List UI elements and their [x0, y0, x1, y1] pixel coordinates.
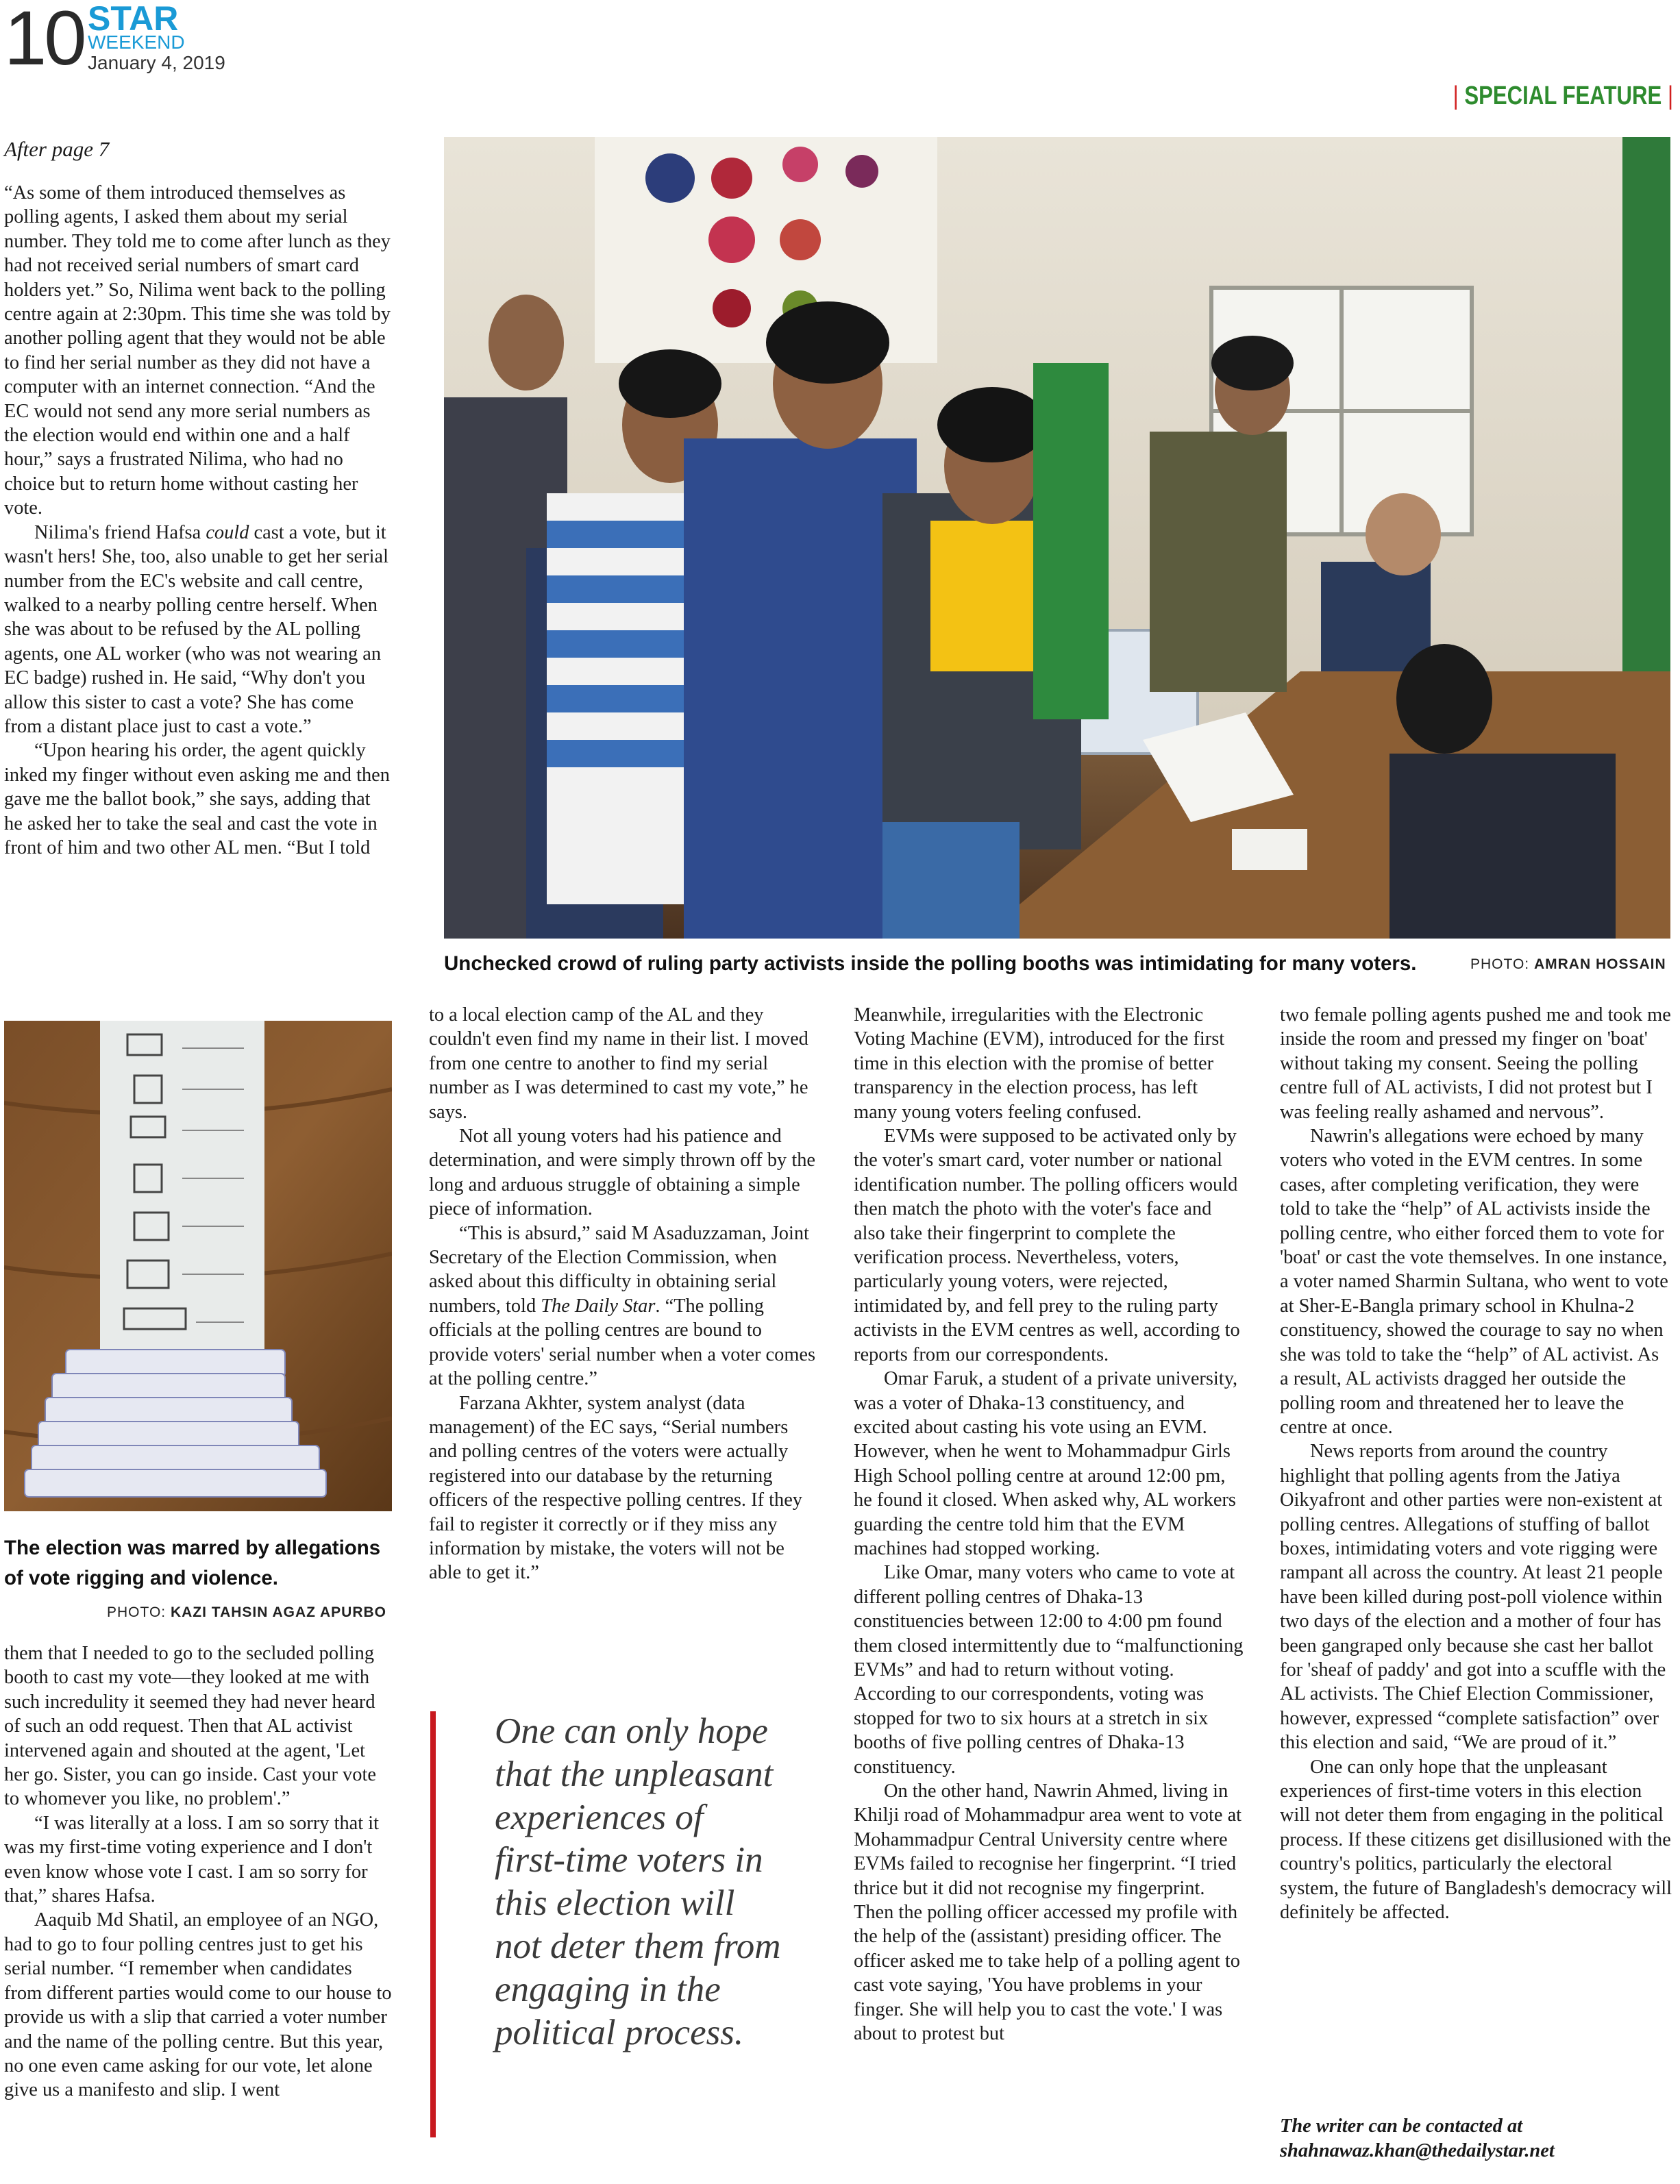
paragraph: Like Omar, many voters who came to vote at different polling centres of Dhaka-13 constituencies between 12:00 to 4:00 pm found them closed intermittently due to “malfunctioning EVMs” and had to return without voting. According to our correspondents, voting was stopped for two to six hours at a stretch in six booths of five polling centres of Dhaka-13 constituency. [854, 1562, 1244, 1778]
column3 [854, 1003, 1246, 2046]
paragraph: EVMs were supposed to be activated only by the voter's smart card, voter number or national identification number. The polling officers would then match the photo with the voter's face and also take their fingerprint to complete the verification process. Nevertheless, voters, particularly young voters, were rejected, intimidated by, and fell prey to the ruling party activists in the EVM centres as well, according to reports from our correspondents. [854, 1126, 1240, 1365]
main-photo-credit [1470, 956, 1666, 973]
main-photo-caption: Unchecked crowd of ruling party activists inside the polling booths was intimidating for many voters. [444, 952, 1417, 975]
paragraph: Not all young voters had his patience and determination, and were simply thrown off by the long and arduous struggle of obtaining a simple piece of information. [429, 1126, 816, 1220]
polling-booth-photo [444, 137, 1670, 939]
paragraph: Aaquib Md Shatil, an employee of an NGO, had to go to four polling centres just to get his serial number. “I remember when candidates from different parties would come to our house to provide us with a slip that carried a voter number and the name of the polling centre. But this year, no one even came asking for our vote, let alone give us a manifesto and slip. I went [4, 1909, 392, 2101]
section-label [1453, 81, 1673, 111]
paragraph: “As some of them introduced themselves as polling agents, I asked them about my serial number. They told me to come after lunch as they had not received serial numbers of smart card holders yet.” So, Nilima went back to the polling centre again at 2:30pm. This time she was told by another polling agent that they would not be able to find her serial number as they did not have a computer with an internet connection. “And the EC would not send any more serial numbers as the election would end within one and a half hour,” says a frustrated Nilima, who had no choice but to return home without casting her vote. [4, 182, 391, 519]
side-photo-caption: The election was marred by allegations of vote rigging and violence. [4, 1537, 381, 1589]
credit-label: PHOTO: [1470, 956, 1530, 972]
writer-note-text: The writer can be contacted at [1280, 2115, 1523, 2137]
section-label-text: SPECIAL FEATURE [1464, 82, 1662, 110]
paragraph: “I was literally at a loss. I am so sorry that it was my first-time voting experience and I don't even know whose vote I cast. I am so sorry for that,” shares Hafsa. [4, 1812, 380, 1907]
page-number: 10 [4, 0, 84, 81]
side-photo-credit [107, 1604, 386, 1621]
paragraph: them that I needed to go to the secluded polling booth to cast my vote—they looked at me with such incredulity it seemed they had never heard of such an odd request. Then that AL activist intervened again and shouted at the agent, 'Let her go. Sister, you can go inside. Cast your vote to whomever you like, no problem'.” [4, 1643, 376, 1810]
column1-top [4, 181, 392, 860]
paragraph: “Upon hearing his order, the agent quickly inked my finger without even asking me and then gave me the ballot book,” she says, adding that he asked her to take the seal and cast the vote in front of him and two other AL men. “But I told [4, 740, 390, 858]
paragraph: On the other hand, Nawrin Ahmed, living in Khilji road of Mohammadpur area went to vote at Mohammadpur Central University centre where EVMs failed to recognise her fingerprint. “I tried thrice but it did not recognise my fingerprint. Then the polling officer accessed my profile with the help of the (assistant) presiding officer. The officer asked me to take help of a polling agent to cast vote saying, 'You have problems in your finger. She will help you to cast the vote.' I was about to protest but [854, 1780, 1242, 2045]
jump-label: After page 7 [4, 137, 110, 161]
paragraph: News reports from around the country highlight that polling agents from the Jatiya Oikyafront and other parties were non-existent at polling centres. Allegations of stuffing of ballot boxes, intimidating voters and vote rigging were rampant all across the country. At least 21 people have been killed during post-poll violence within two days of the election and a mother of four has been gangraped only because she cast her ballot for 'sheaf of paddy' and got into a scuffle with the AL activists. The Chief Election Commissioner, however, expressed “complete satisfaction” over this election and said, “We are proud of it.” [1280, 1441, 1666, 1754]
credit-label: PHOTO: [107, 1604, 166, 1620]
paragraph: One can only hope that the unpleasant experiences of first-time voters in this election will not deter them from engaging in the political process. If these citizens get disillusioned with the country's politics, particularly the electoral system, the future of Bangladesh's democracy will definitely be affected. [1280, 1756, 1672, 1924]
paragraph: Omar Faruk, a student of a private university, was a voter of Dhaka-13 constituency, and excited about casting his vote using an EVM. However, when he went to Mohammadpur Girls High School polling centre at around 12:00 pm, he found it closed. When asked why, AL workers guarding the centre told him that the EVM machines had stopped working. [854, 1368, 1238, 1559]
pull-quote-bar [430, 1711, 436, 2137]
side-photo [4, 1021, 392, 1511]
section-divider-right: | [1667, 82, 1673, 110]
ballot-book-photo [4, 1021, 392, 1511]
paragraph: Meanwhile, irregularities with the Electronic Voting Machine (EVM), introduced for the first time in this election with the promise of better transparency in the election process, has left many young voters feeling confused. [854, 1004, 1225, 1123]
column1-bottom [4, 1641, 392, 2102]
paragraph: Nawrin's allegations were echoed by many voters who voted in the EVM centres. In some cases, after completing verification, they were told to take the “help” of AL activists inside the polling centre, who either forced them to vote for 'boat' or cast the vote themselves. In one instance, a voter named Sharmin Sultana, who went to vote at Sher-E-Bangla primary school in Khulna-2 constituency, showed the courage to say no when she was told to take the “help” of AL activist. As a result, AL activists dragged her outside the polling room and threatened her to leave the centre at once. [1280, 1126, 1668, 1438]
paragraph: “This is absurd,” said M Asaduzzaman, Joint Secretary of the Election Commission, when asked about this difficulty in obtaining serial numbers, told The Daily Star. “The polling officials at the polling centres are bound to provide voters' serial number when a voter comes at the polling centre.” [429, 1222, 816, 1390]
section-divider-left: | [1453, 82, 1459, 110]
pull-quote: One can only hope that the unpleasant experiences of first-time voters in this election will not deter them from engaging in the political process. [495, 1711, 781, 2052]
paragraph: Farzana Akhter, system analyst (data management) of the EC says, “Serial numbers and polling centres of the voters were actually registered into our database by the returning officers of the respective polling centres. If they fail to register it correctly or if they miss any information by mistake, the voters will not be able to get it.” [429, 1392, 802, 1584]
paragraph: Nilima's friend Hafsa could cast a vote, but it wasn't hers! She, too, also unable to get her serial number from the EC's website and call centre, walked to a nearby polling centre herself. When she was about to be refused by the AL polling agents, one AL worker (who was not wearing an EC badge) rushed in. He said, “Why don't you allow this sister to cast a vote? She has come from a distant place just to cast a vote.” [4, 521, 388, 737]
writer-note [1280, 2114, 1672, 2163]
paragraph: to a local election camp of the AL and they couldn't even find my name in their list. I moved from one centre to another to find my serial number as I was determined to cast my vote,” he says. [429, 1004, 808, 1123]
credit-name: AMRAN HOSSAIN [1533, 956, 1666, 972]
column2 [429, 1003, 821, 1585]
main-photo [444, 137, 1670, 939]
column4 [1280, 1003, 1672, 1924]
brand-logo-weekend: WEEKEND [88, 32, 185, 53]
paragraph: two female polling agents pushed me and took me inside the room and pressed my finger on 'boat' without taking my consent. Seeing the polling centre full of AL activists, I did not protest but I was feeling really ashamed and nervous”. [1280, 1004, 1671, 1123]
writer-email-link[interactable]: shahnawaz.khan@thedailystar.net [1280, 2140, 1555, 2161]
brand-logo-star: STAR [88, 0, 179, 38]
issue-date: January 4, 2019 [88, 52, 225, 73]
credit-name: KAZI TAHSIN AGAZ APURBO [170, 1604, 387, 1620]
